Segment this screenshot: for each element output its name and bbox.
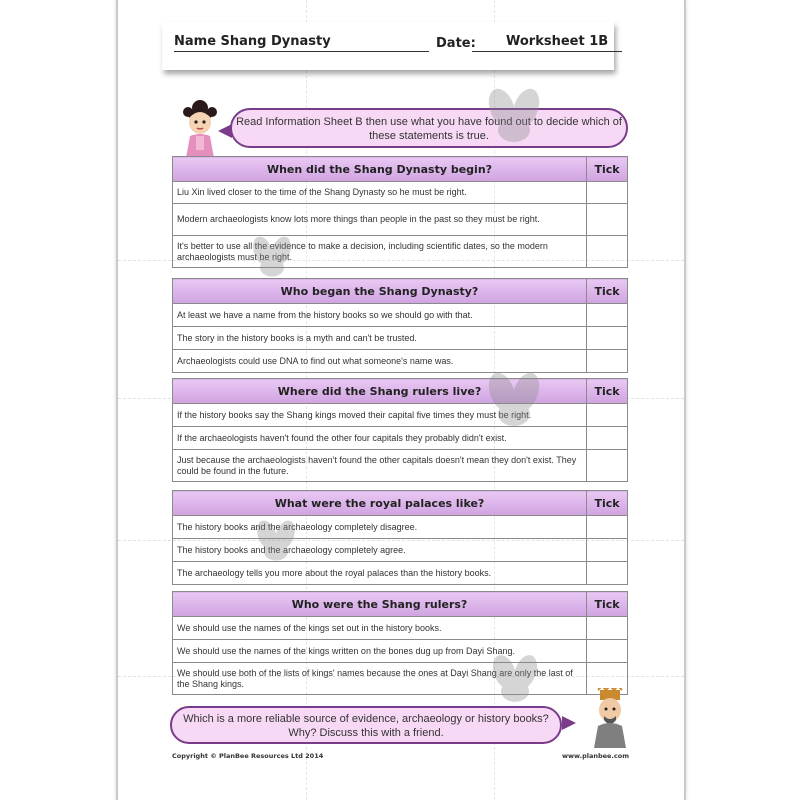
tick-heading: Tick (587, 491, 628, 516)
tick-box[interactable] (587, 640, 628, 663)
question-heading: Who were the Shang rulers? (173, 592, 587, 617)
question-heading: Where did the Shang rulers live? (173, 379, 587, 404)
watermark-bee-icon (474, 86, 554, 146)
question-table-5 (172, 591, 628, 695)
tick-heading: Tick (587, 379, 628, 404)
tick-box[interactable] (587, 327, 628, 350)
statement: The story in the history books is a myth and can't be trusted. (173, 327, 587, 350)
watermark-bee-icon (242, 234, 302, 280)
worksheet-header (162, 22, 614, 70)
question-table-2 (172, 278, 628, 373)
tick-box[interactable] (587, 562, 628, 585)
statement: At least we have a name from the history books so we should go with that. (173, 304, 587, 327)
tick-box[interactable] (587, 617, 628, 640)
tick-box[interactable] (587, 304, 628, 327)
question-heading: Who began the Shang Dynasty? (173, 279, 587, 304)
tick-box[interactable] (587, 236, 628, 268)
speech-bubble-tail (562, 716, 576, 730)
watermark-bee-icon (246, 518, 306, 564)
question-heading: When did the Shang Dynasty begin? (173, 157, 587, 182)
tick-box[interactable] (587, 516, 628, 539)
date-label: Date: (436, 36, 476, 51)
tick-box[interactable] (587, 450, 628, 482)
tick-box[interactable] (587, 204, 628, 236)
tick-heading: Tick (587, 157, 628, 182)
watermark-bee-icon (474, 370, 554, 430)
watermark-bee-icon (480, 652, 550, 706)
website-text: www.planbee.com (562, 752, 629, 760)
statement: We should use the names of the kings set out in the history books. (173, 617, 587, 640)
worksheet-label: Worksheet 1B (506, 34, 609, 49)
question-heading: What were the royal palaces like? (173, 491, 587, 516)
question-table-1 (172, 156, 628, 268)
tick-heading: Tick (587, 279, 628, 304)
statement: Modern archaeologists know lots more things than people in the past so they must be right. (173, 204, 587, 236)
tick-heading: Tick (587, 592, 628, 617)
statement: The archaeology tells you more about the royal palaces than the history books. (173, 562, 587, 585)
statement: We should use both of the lists of kings' names because the ones at Dayi Shang are only the last of the Shang kings. (173, 663, 587, 695)
worksheet-page (116, 0, 686, 800)
question-table-3 (172, 378, 628, 482)
man-character-icon (586, 688, 634, 748)
statement: We should use the names of the kings written on the bones dug up from Dayi Shang. (173, 640, 587, 663)
tick-box[interactable] (587, 427, 628, 450)
tick-box[interactable] (587, 182, 628, 204)
statement: Liu Xin lived closer to the time of the Shang Dynasty so he must be right. (173, 182, 587, 204)
tick-box[interactable] (587, 350, 628, 373)
statement: Just because the archaeologists haven't found the other capitals doesn't mean they don't exist. They could be found in the future. (173, 450, 587, 482)
statement: It's better to use all the evidence to make a decision, including scientific dates, so the modern archaeologists must be right. (173, 236, 587, 268)
tick-box[interactable] (587, 539, 628, 562)
closing-speech-bubble: Which is a more reliable source of evidence, archaeology or history books? Why? Discuss this with a friend. (170, 706, 562, 744)
date-line (472, 51, 622, 52)
statement: If the history books say the Shang kings moved their capital five times they must be right. (173, 404, 587, 427)
name-title: Name Shang Dynasty (174, 34, 331, 49)
statement: The history books and the archaeology completely disagree. (173, 516, 587, 539)
statement: Archaeologists could use DNA to find out what someone's name was. (173, 350, 587, 373)
statement: The history books and the archaeology completely agree. (173, 539, 587, 562)
girl-character-icon (176, 98, 224, 158)
tick-box[interactable] (587, 404, 628, 427)
copyright-text: Copyright © PlanBee Resources Ltd 2014 (172, 752, 324, 760)
intro-speech-bubble: Read Information Sheet B then use what you have found out to decide which of these statements is true. (230, 108, 628, 148)
question-table-4 (172, 490, 628, 585)
statement: If the archaeologists haven't found the other four capitals they probably didn't exist. (173, 427, 587, 450)
name-line (174, 51, 429, 52)
